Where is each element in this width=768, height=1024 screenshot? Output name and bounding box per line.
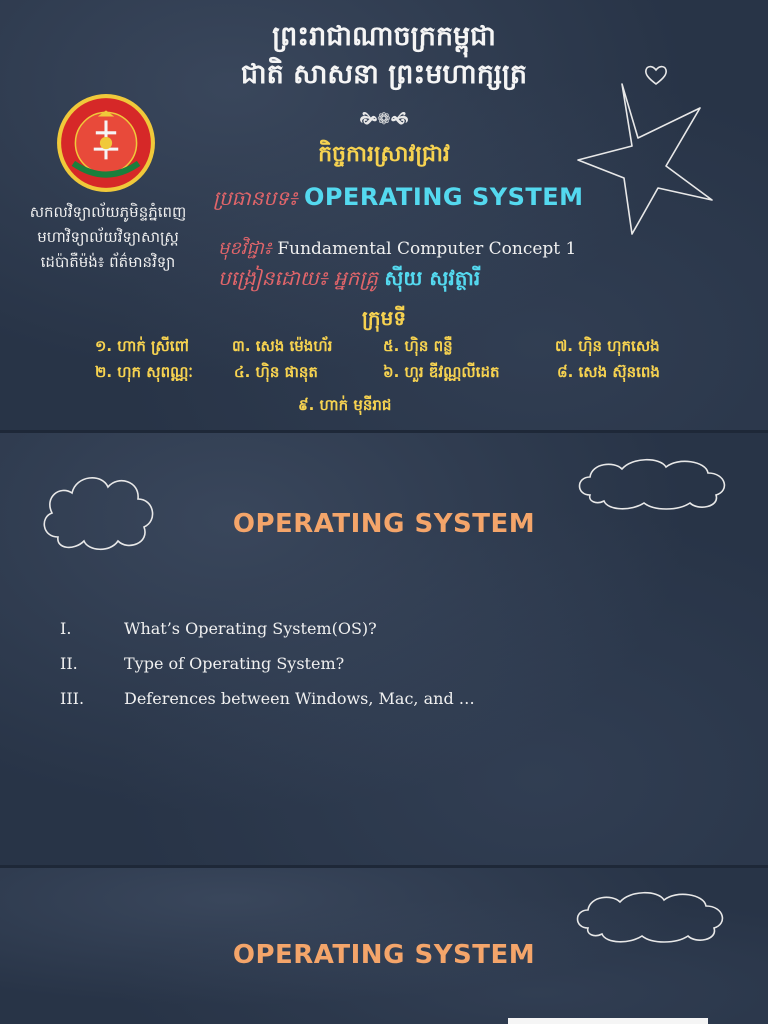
subject-row bbox=[213, 183, 584, 215]
toc-number: I. bbox=[60, 619, 72, 638]
star-doodle-icon bbox=[574, 78, 718, 238]
toc-text: What’s Operating System(OS)? bbox=[124, 619, 377, 638]
teacher-name: ស៊ីយ សុវត្ថារី bbox=[384, 266, 481, 290]
slide-title: OPERATING SYSTEM bbox=[232, 940, 536, 970]
cloud-doodle-icon bbox=[574, 455, 732, 511]
course-row bbox=[218, 236, 576, 263]
kingdom-line-1: ព្រះរាជាណាចក្រកម្ពុជា bbox=[272, 21, 496, 52]
member-3: ៣. សេង ម៉េងហ័រ bbox=[232, 337, 333, 355]
contents-slide bbox=[0, 433, 768, 865]
member-9: ៩. ហាក់ មុនីរាជ bbox=[298, 396, 392, 414]
member-5: ៥. ហ៊ិន ពន្លឺ bbox=[383, 337, 453, 355]
subject-title: OPERATING SYSTEM bbox=[303, 183, 584, 211]
institution-faculty: មហាវិទ្យាល័យវិទ្យាសាស្ត្រ bbox=[37, 228, 179, 246]
member-7: ៧. ហ៊ិន ហុកសេង bbox=[555, 337, 660, 355]
university-seal-icon bbox=[55, 92, 157, 194]
member-8: ៨. សេង ស៊ុនពេង bbox=[557, 363, 660, 381]
toc-text: Deferences between Windows, Mac, and … bbox=[124, 689, 475, 708]
subject-label: ប្រធានបទ៖ bbox=[213, 186, 298, 210]
section-slide bbox=[0, 868, 768, 1024]
teacher-row bbox=[218, 265, 480, 295]
activity-title: កិច្ចការស្រាវជ្រាវ bbox=[318, 142, 450, 167]
kingdom-line-2: ជាតិ សាសនា ព្រះមហាក្សត្រ bbox=[240, 59, 528, 90]
teacher-label: បង្រៀនដោយ៖ អ្នកគ្រូ bbox=[218, 266, 378, 290]
toc-item bbox=[60, 689, 475, 708]
member-1: ១. ហាក់ ស្រីពៅ bbox=[95, 337, 189, 355]
institution-department: ដេប៉ាតឺម៉ង់៖ ព័ត៌មានវិទ្យា bbox=[40, 253, 176, 271]
toc-number: II. bbox=[60, 654, 78, 673]
toc-item bbox=[60, 654, 344, 673]
slide-title: OPERATING SYSTEM bbox=[232, 509, 536, 539]
toc-number: III. bbox=[60, 689, 85, 708]
flourish-ornament: 🙞❁🙜 bbox=[359, 109, 409, 128]
member-4: ៤. ហ៊ិន ផានុត bbox=[234, 363, 318, 381]
group-label: ក្រុមទី bbox=[361, 306, 407, 330]
content-box-edge bbox=[508, 1018, 708, 1024]
course-value: Fundamental Computer Concept 1 bbox=[277, 239, 577, 259]
member-6: ៦. ហួរ ឌីវណ្ណលីដេត bbox=[383, 363, 500, 381]
member-2: ២. ហុក សុពណ្ណៈ bbox=[95, 363, 193, 381]
toc-item bbox=[60, 619, 377, 638]
course-label: មុខវិជ្ជា៖ bbox=[218, 238, 272, 259]
toc-text: Type of Operating System? bbox=[124, 654, 345, 673]
cover-slide bbox=[0, 0, 768, 430]
cloud-doodle-icon bbox=[572, 886, 732, 944]
institution-university: សកលវិទ្យាល័យភូមិន្ទភ្នំពេញ bbox=[29, 203, 187, 221]
